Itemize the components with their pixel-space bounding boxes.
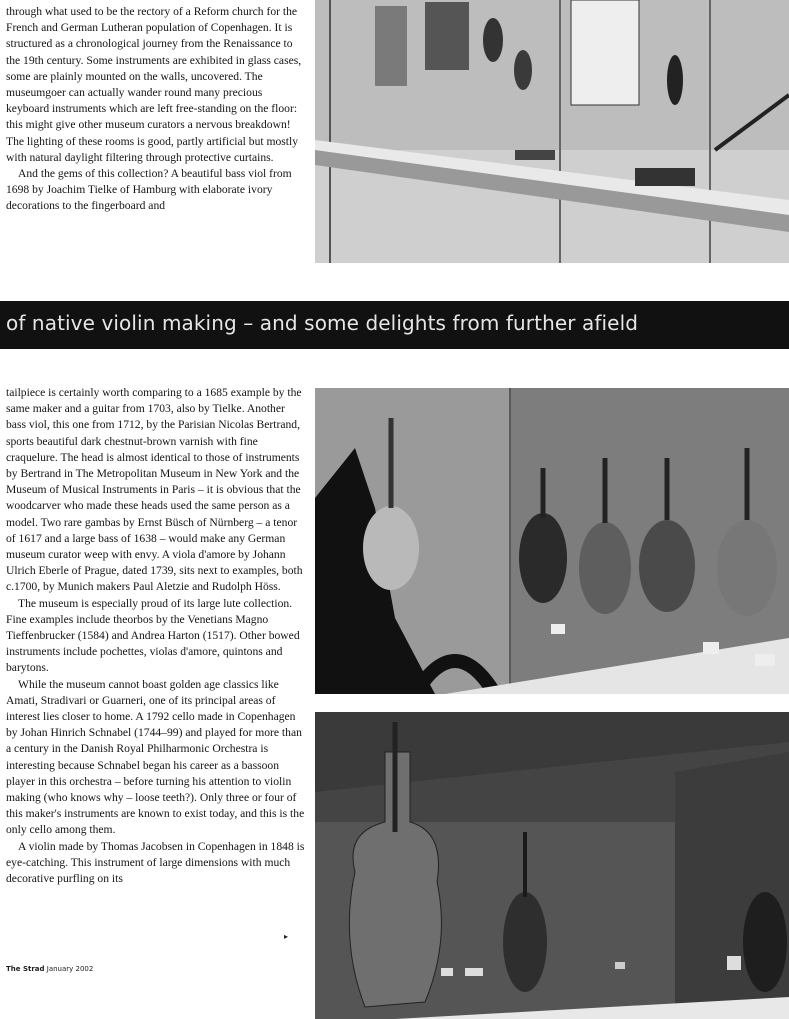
paragraph: And the gems of this collection? A beautiful bass viol from 1698 by Joachim Tielke of Hamburg with elaborate ivory decorations to the fingerboard and	[6, 167, 292, 213]
pull-quote-banner	[0, 301, 789, 349]
paragraph: tailpiece is certainly worth comparing to a 1685 example by the same maker and a guitar from 1703, also by Tielke. Another bass viol, this one from 1712, by the Parisian Nicolas Bertrand, sports beautiful dark chestnut-brown varnish with fine craquelure. The head is almost identical to those of instruments by Bertrand in The Metropolitan Museum in New York and the Museum of Musical Instruments in Paris – it is obvious that the woodcarver who made these heads used the same person as a model. Two rare gambas by Ernst Büsch of Nürnberg – a tenor of 1617 and a large bass of 1638 – would make any German museum curator weep with envy. A viola d'amore by Johann Ulrich Eberle of Prague, dated 1739, sits next to examples, both c.1700, by Munich makers Paul Aletzie and Rudolph Höss.	[6, 386, 303, 594]
article-column-bottom	[6, 385, 306, 887]
cellos-photo	[315, 712, 789, 1019]
page-footer	[6, 965, 93, 973]
gallery-photo	[315, 0, 789, 263]
banner-text: of native violin making – and some delights from further afield	[6, 311, 639, 335]
continue-arrow-icon: ▸	[284, 932, 289, 941]
paragraph: A violin made by Thomas Jacobsen in Copenhagen in 1848 is eye-catching. This instrument of large dimensions with much decorative purfling on its	[6, 839, 305, 886]
paragraph: through what used to be the rectory of a Reform church for the French and German Lutheran population of Copenhagen. It is structured as a chronological journey from the Renaissance to the 19th century. Some instruments are exhibited in glass cases, some are plainly mounted on the walls, uncovered. The museumgoer can actually wander round many precious keyboard instruments which are left free-standing on the floor: this might give other museum curators a nervous breakdown! The lighting of these rooms is good, partly artificial but mostly with natural daylight filtering through protective curtains.	[6, 5, 302, 164]
paragraph: While the museum cannot boast golden age classics like Amati, Stradivari or Guarneri, one of its principal areas of interest lies closer to home. A 1792 cello made in Copenhagen by Johan Hinrich Schnabel (1744–99) and played for more than a century in the Danish Royal Philharmonic Orchestra is interesting because Schnabel began his career as a bassoon player in this orchestra – before turning his attention to violin making (who knows why – loose teeth?). Only three or four of this maker's instruments are known to exist today, and this is the only cello among them.	[6, 677, 305, 837]
paragraph: The museum is especially proud of its large lute collection. Fine examples include theorbos by the Venetians Magno Tieffenbrucker (1584) and Andrea Harton (1517). Other bowed instruments include pochettes, violas d'amore, quintons and barytons.	[6, 596, 300, 675]
issue-date: January 2002	[46, 965, 94, 973]
lutes-photo	[315, 388, 789, 694]
magazine-name: The Strad	[6, 965, 45, 973]
article-column-top	[6, 4, 306, 215]
